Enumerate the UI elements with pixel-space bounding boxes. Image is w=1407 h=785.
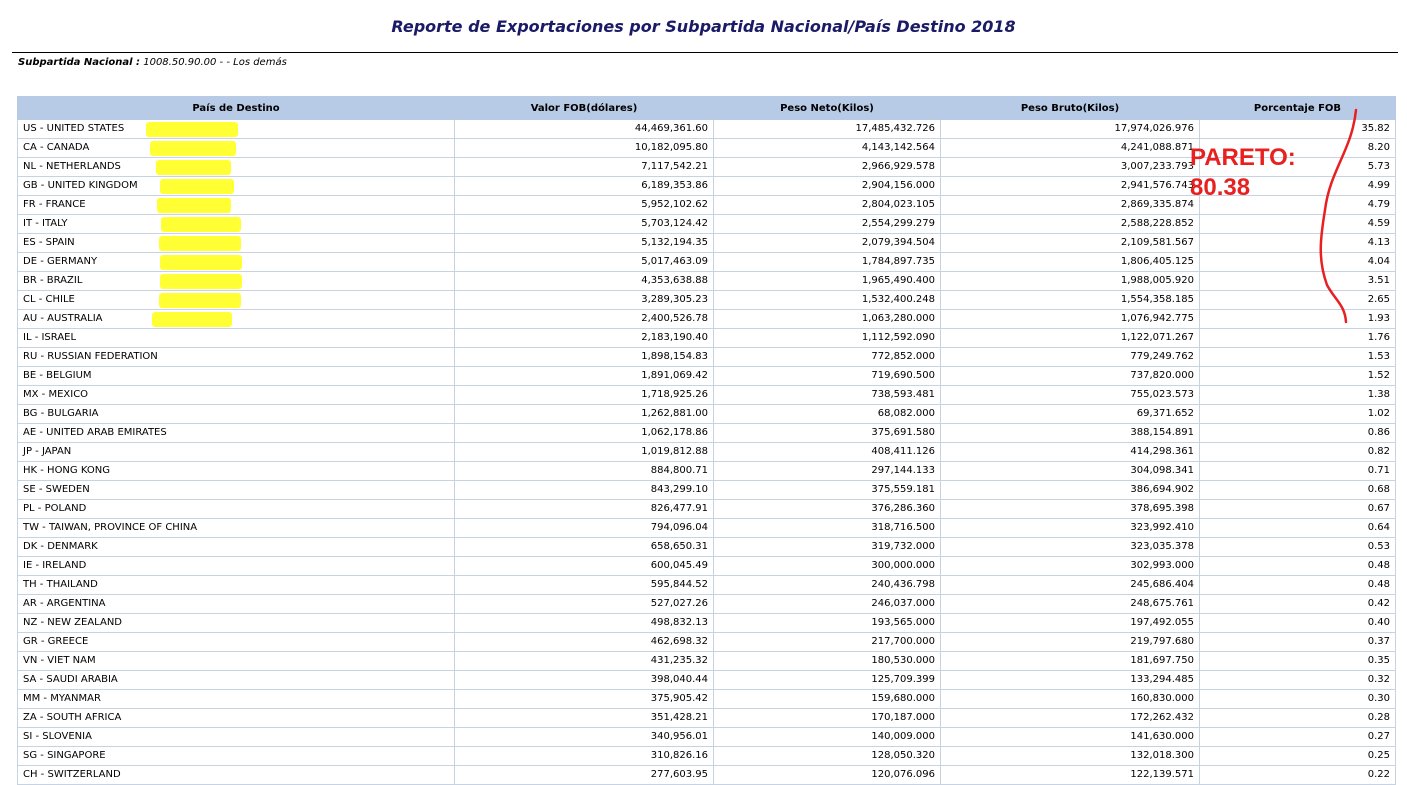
- cell-valor-fob-text: 5,952,102.62: [641, 199, 708, 210]
- cell-porcentaje-fob-text: 0.30: [1367, 693, 1390, 704]
- cell-peso-bruto-text: 133,294.485: [1130, 674, 1194, 685]
- cell-valor-fob-text: 44,469,361.60: [634, 123, 708, 134]
- cell-peso-bruto-text: 386,694.902: [1130, 484, 1194, 495]
- cell-peso-bruto-text: 755,023.573: [1130, 389, 1194, 400]
- cell-peso-neto-text: 375,559.181: [871, 484, 935, 495]
- cell-peso-bruto-text: 737,820.000: [1130, 370, 1194, 381]
- cell-peso-neto-text: 2,904,156.000: [861, 180, 935, 191]
- cell-valor-fob-text: 1,062,178.86: [641, 427, 708, 438]
- cell-valor-fob-text: 2,400,526.78: [641, 313, 708, 324]
- cell-pais-text: ES - SPAIN: [23, 237, 75, 248]
- cell-pais-text: US - UNITED STATES: [23, 123, 125, 134]
- cell-peso-neto-text: 240,436.798: [871, 579, 935, 590]
- cell-peso-bruto-text: 1,988,005.920: [1120, 275, 1194, 286]
- cell-porcentaje-fob-text: 1.93: [1367, 313, 1390, 324]
- cell-valor-fob-text: 2,183,190.40: [641, 332, 708, 343]
- cell-peso-neto-text: 375,691.580: [871, 427, 935, 438]
- cell-valor-fob-text: 843,299.10: [650, 484, 708, 495]
- cell-porcentaje-fob-text: 1.52: [1367, 370, 1390, 381]
- cell-porcentaje-fob-text: 0.28: [1367, 712, 1390, 723]
- cell-peso-neto-text: 17,485,432.726: [855, 123, 935, 134]
- cell-valor-fob-text: 1,262,881.00: [641, 408, 708, 419]
- cell-peso-neto-text: 2,804,023.105: [861, 199, 935, 210]
- cell-peso-bruto-text: 304,098.341: [1130, 465, 1194, 476]
- cell-valor-fob-text: 7,117,542.21: [641, 161, 708, 172]
- cell-peso-bruto-text: 172,262.432: [1130, 712, 1194, 723]
- cell-porcentaje-fob-text: 1.38: [1367, 389, 1390, 400]
- cell-porcentaje-fob-text: 2.65: [1367, 294, 1390, 305]
- cell-valor-fob-text: 826,477.91: [650, 503, 708, 514]
- cell-porcentaje-fob-text: 0.68: [1367, 484, 1390, 495]
- cell-valor-fob-text: 5,703,124.42: [641, 218, 708, 229]
- header-valor-fob: Valor FOB(dólares): [455, 97, 714, 120]
- cell-peso-neto-text: 408,411.126: [871, 446, 935, 457]
- cell-porcentaje-fob-text: 8.20: [1367, 142, 1390, 153]
- cell-pais-text: TW - TAIWAN, PROVINCE OF CHINA: [23, 522, 198, 533]
- cell-peso-bruto-text: 2,588,228.852: [1120, 218, 1194, 229]
- cell-porcentaje-fob-text: 1.76: [1367, 332, 1390, 343]
- cell-porcentaje-fob-text: 4.04: [1367, 256, 1390, 267]
- cell-peso-bruto-text: 2,941,576.743: [1120, 180, 1194, 191]
- cell-porcentaje-fob-text: 0.22: [1367, 769, 1390, 780]
- cell-valor-fob-text: 6,189,353.86: [641, 180, 708, 191]
- cell-pais-text: CL - CHILE: [23, 294, 75, 305]
- cell-porcentaje-fob-text: 0.64: [1367, 522, 1390, 533]
- cell-porcentaje-fob-text: 0.48: [1367, 579, 1390, 590]
- cell-porcentaje-fob-text: 0.71: [1367, 465, 1390, 476]
- cell-porcentaje-fob-text: 5.73: [1367, 161, 1390, 172]
- cell-peso-neto-text: 125,709.399: [871, 674, 935, 685]
- cell-peso-bruto-text: 414,298.361: [1130, 446, 1194, 457]
- cell-peso-neto-text: 180,530.000: [871, 655, 935, 666]
- cell-pais-text: PL - POLAND: [23, 503, 87, 514]
- cell-peso-neto-text: 120,076.096: [871, 769, 935, 780]
- cell-valor-fob-text: 398,040.44: [650, 674, 708, 685]
- cell-porcentaje-fob-text: 0.25: [1367, 750, 1390, 761]
- cell-peso-neto-text: 300,000.000: [871, 560, 935, 571]
- cell-peso-bruto-text: 1,554,358.185: [1120, 294, 1194, 305]
- cell-porcentaje-fob-text: 0.67: [1367, 503, 1390, 514]
- cell-pais-text: BE - BELGIUM: [23, 370, 92, 381]
- cell-valor-fob-text: 5,017,463.09: [641, 256, 708, 267]
- cell-pais-text: IE - IRELAND: [23, 560, 87, 571]
- cell-pais-text: SE - SWEDEN: [23, 484, 90, 495]
- cell-porcentaje-fob-text: 4.79: [1367, 199, 1390, 210]
- cell-valor-fob-text: 498,832.13: [650, 617, 708, 628]
- cell-valor-fob-text: 375,905.42: [650, 693, 708, 704]
- cell-valor-fob-text: 462,698.32: [650, 636, 708, 647]
- cell-peso-neto-text: 170,187.000: [871, 712, 935, 723]
- cell-peso-neto-text: 246,037.000: [871, 598, 935, 609]
- cell-peso-bruto-text: 69,371.652: [1136, 408, 1194, 419]
- cell-peso-neto-text: 2,966,929.578: [861, 161, 935, 172]
- cell-peso-bruto-text: 3,007,233.793: [1120, 161, 1194, 172]
- cell-valor-fob-text: 431,235.32: [650, 655, 708, 666]
- cell-peso-neto-text: 1,965,490.400: [861, 275, 935, 286]
- cell-peso-bruto-text: 4,241,088.871: [1120, 142, 1194, 153]
- cell-peso-bruto-text: 141,630.000: [1130, 731, 1194, 742]
- cell-peso-neto-text: 1,063,280.000: [861, 313, 935, 324]
- cell-valor-fob-text: 5,132,194.35: [641, 237, 708, 248]
- cell-valor-fob-text: 527,027.26: [650, 598, 708, 609]
- cell-pais-text: IL - ISRAEL: [23, 332, 77, 343]
- cell-pais-text: FR - FRANCE: [23, 199, 86, 210]
- cell-pais-text: AE - UNITED ARAB EMIRATES: [23, 427, 167, 438]
- header-peso-neto: Peso Neto(Kilos): [714, 97, 941, 120]
- cell-porcentaje-fob-text: 0.40: [1367, 617, 1390, 628]
- cell-porcentaje-fob-text: 3.51: [1367, 275, 1390, 286]
- cell-porcentaje-fob-text: 0.86: [1367, 427, 1390, 438]
- cell-peso-bruto-text: 779,249.762: [1130, 351, 1194, 362]
- header-peso-bruto: Peso Bruto(Kilos): [941, 97, 1200, 120]
- cell-porcentaje-fob-text: 1.53: [1367, 351, 1390, 362]
- cell-porcentaje-fob-text: 0.53: [1367, 541, 1390, 552]
- cell-peso-bruto-text: 245,686.404: [1130, 579, 1194, 590]
- cell-peso-bruto-text: 219,797.680: [1130, 636, 1194, 647]
- cell-peso-neto-text: 738,593.481: [871, 389, 935, 400]
- cell-peso-neto-text: 4,143,142.564: [861, 142, 935, 153]
- cell-pais-text: GB - UNITED KINGDOM: [23, 180, 138, 191]
- cell-peso-bruto-text: 2,869,335.874: [1120, 199, 1194, 210]
- cell-pais-text: RU - RUSSIAN FEDERATION: [23, 351, 158, 362]
- cell-porcentaje-fob-text: 0.27: [1367, 731, 1390, 742]
- cell-pais-text: IT - ITALY: [23, 218, 68, 229]
- cell-pais-text: AU - AUSTRALIA: [23, 313, 103, 324]
- cell-pais-text: CA - CANADA: [23, 142, 90, 153]
- cell-peso-bruto-text: 181,697.750: [1130, 655, 1194, 666]
- cell-porcentaje-fob-text: 4.99: [1367, 180, 1390, 191]
- cell-peso-bruto-text: 2,109,581.567: [1120, 237, 1194, 248]
- cell-valor-fob-text: 1,898,154.83: [641, 351, 708, 362]
- cell-porcentaje-fob-text: 0.35: [1367, 655, 1390, 666]
- cell-pais-text: MX - MEXICO: [23, 389, 89, 400]
- cell-valor-fob-text: 1,891,069.42: [641, 370, 708, 381]
- cell-peso-bruto-text: 323,992.410: [1130, 522, 1194, 533]
- cell-pais-text: NL - NETHERLANDS: [23, 161, 121, 172]
- cell-valor-fob-text: 794,096.04: [650, 522, 708, 533]
- cell-pais-text: BR - BRAZIL: [23, 275, 83, 286]
- cell-valor-fob-text: 277,603.95: [650, 769, 708, 780]
- subpartida-value: 1008.50.90.00 - - Los demás: [143, 57, 287, 68]
- cell-pais-text: DE - GERMANY: [23, 256, 98, 267]
- cell-peso-bruto-text: 248,675.761: [1130, 598, 1194, 609]
- cell-peso-neto-text: 193,565.000: [871, 617, 935, 628]
- cell-peso-neto-text: 719,690.500: [871, 370, 935, 381]
- cell-pais-text: DK - DENMARK: [23, 541, 98, 552]
- cell-peso-neto-text: 772,852.000: [871, 351, 935, 362]
- cell-pais-text: AR - ARGENTINA: [23, 598, 106, 609]
- cell-peso-neto-text: 2,554,299.279: [861, 218, 935, 229]
- cell-porcentaje-fob-text: 1.02: [1367, 408, 1390, 419]
- cell-peso-neto-text: 376,286.360: [871, 503, 935, 514]
- cell-peso-neto-text: 68,082.000: [877, 408, 935, 419]
- cell-pais-text: ZA - SOUTH AFRICA: [23, 712, 122, 723]
- cell-peso-neto-text: 217,700.000: [871, 636, 935, 647]
- cell-pais-text: MM - MYANMAR: [23, 693, 101, 704]
- cell-peso-bruto-text: 388,154.891: [1130, 427, 1194, 438]
- cell-valor-fob-text: 310,826.16: [650, 750, 708, 761]
- cell-peso-bruto-text: 1,122,071.267: [1120, 332, 1194, 343]
- cell-pais-text: JP - JAPAN: [23, 446, 72, 457]
- cell-peso-bruto-text: 160,830.000: [1130, 693, 1194, 704]
- cell-peso-bruto-text: 1,806,405.125: [1120, 256, 1194, 267]
- cell-valor-fob-text: 3,289,305.23: [641, 294, 708, 305]
- cell-pais-text: NZ - NEW ZEALAND: [23, 617, 122, 628]
- cell-porcentaje-fob-text: 35.82: [1361, 123, 1390, 134]
- cell-valor-fob-text: 351,428.21: [650, 712, 708, 723]
- cell-peso-bruto-text: 197,492.055: [1130, 617, 1194, 628]
- subpartida-label: Subpartida Nacional :: [18, 57, 141, 68]
- cell-peso-neto-text: 1,784,897.735: [861, 256, 935, 267]
- cell-pais-text: HK - HONG KONG: [23, 465, 110, 476]
- cell-peso-neto-text: 2,079,394.504: [861, 237, 935, 248]
- cell-pais-text: CH - SWITZERLAND: [23, 769, 121, 780]
- cell-peso-bruto-text: 1,076,942.775: [1120, 313, 1194, 324]
- report-title: Reporte de Exportaciones por Subpartida Nacional/País Destino 2018: [391, 17, 1016, 36]
- cell-peso-bruto-text: 132,018.300: [1130, 750, 1194, 761]
- cell-valor-fob-text: 10,182,095.80: [634, 142, 708, 153]
- cell-pais-text: BG - BULGARIA: [23, 408, 99, 419]
- cell-valor-fob-text: 4,353,638.88: [641, 275, 708, 286]
- cell-peso-neto-text: 1,112,592.090: [861, 332, 935, 343]
- cell-pais-text: SA - SAUDI ARABIA: [23, 674, 118, 685]
- cell-valor-fob-text: 340,956.01: [650, 731, 708, 742]
- cell-valor-fob-text: 600,045.49: [650, 560, 708, 571]
- cell-valor-fob-text: 595,844.52: [650, 579, 708, 590]
- cell-porcentaje-fob-text: 0.82: [1367, 446, 1390, 457]
- cell-peso-neto-text: 140,009.000: [871, 731, 935, 742]
- cell-peso-neto-text: 128,050.320: [871, 750, 935, 761]
- cell-pais-text: SI - SLOVENIA: [23, 731, 92, 742]
- cell-pais-text: VN - VIET NAM: [23, 655, 96, 666]
- cell-porcentaje-fob-text: 0.32: [1367, 674, 1390, 685]
- pareto-label: PARETO:: [1190, 144, 1296, 171]
- cell-valor-fob-text: 1,718,925.26: [641, 389, 708, 400]
- cell-porcentaje-fob-text: 0.48: [1367, 560, 1390, 571]
- cell-porcentaje-fob-text: 4.13: [1367, 237, 1390, 248]
- cell-porcentaje-fob-text: 0.37: [1367, 636, 1390, 647]
- cell-peso-bruto-text: 122,139.571: [1130, 769, 1194, 780]
- cell-pais-text: TH - THAILAND: [23, 579, 98, 590]
- cell-valor-fob-text: 658,650.31: [650, 541, 708, 552]
- cell-peso-bruto-text: 378,695.398: [1130, 503, 1194, 514]
- cell-peso-neto-text: 159,680.000: [871, 693, 935, 704]
- cell-porcentaje-fob-text: 4.59: [1367, 218, 1390, 229]
- cell-peso-neto-text: 1,532,400.248: [861, 294, 935, 305]
- header-porcentaje-fob: Porcentaje FOB: [1200, 97, 1396, 120]
- cell-peso-bruto-text: 302,993.000: [1130, 560, 1194, 571]
- cell-peso-bruto-text: 323,035.378: [1130, 541, 1194, 552]
- cell-valor-fob-text: 884,800.71: [650, 465, 708, 476]
- cell-peso-bruto-text: 17,974,026.976: [1114, 123, 1194, 134]
- cell-peso-neto-text: 318,716.500: [871, 522, 935, 533]
- cell-pais-text: SG - SINGAPORE: [23, 750, 106, 761]
- cell-pais-text: GR - GREECE: [23, 636, 89, 647]
- cell-peso-neto-text: 319,732.000: [871, 541, 935, 552]
- pareto-value: 80.38: [1190, 174, 1251, 201]
- header-pais: País de Destino: [18, 97, 455, 120]
- cell-valor-fob-text: 1,019,812.88: [641, 446, 708, 457]
- cell-peso-neto-text: 297,144.133: [871, 465, 935, 476]
- cell-porcentaje-fob-text: 0.42: [1367, 598, 1390, 609]
